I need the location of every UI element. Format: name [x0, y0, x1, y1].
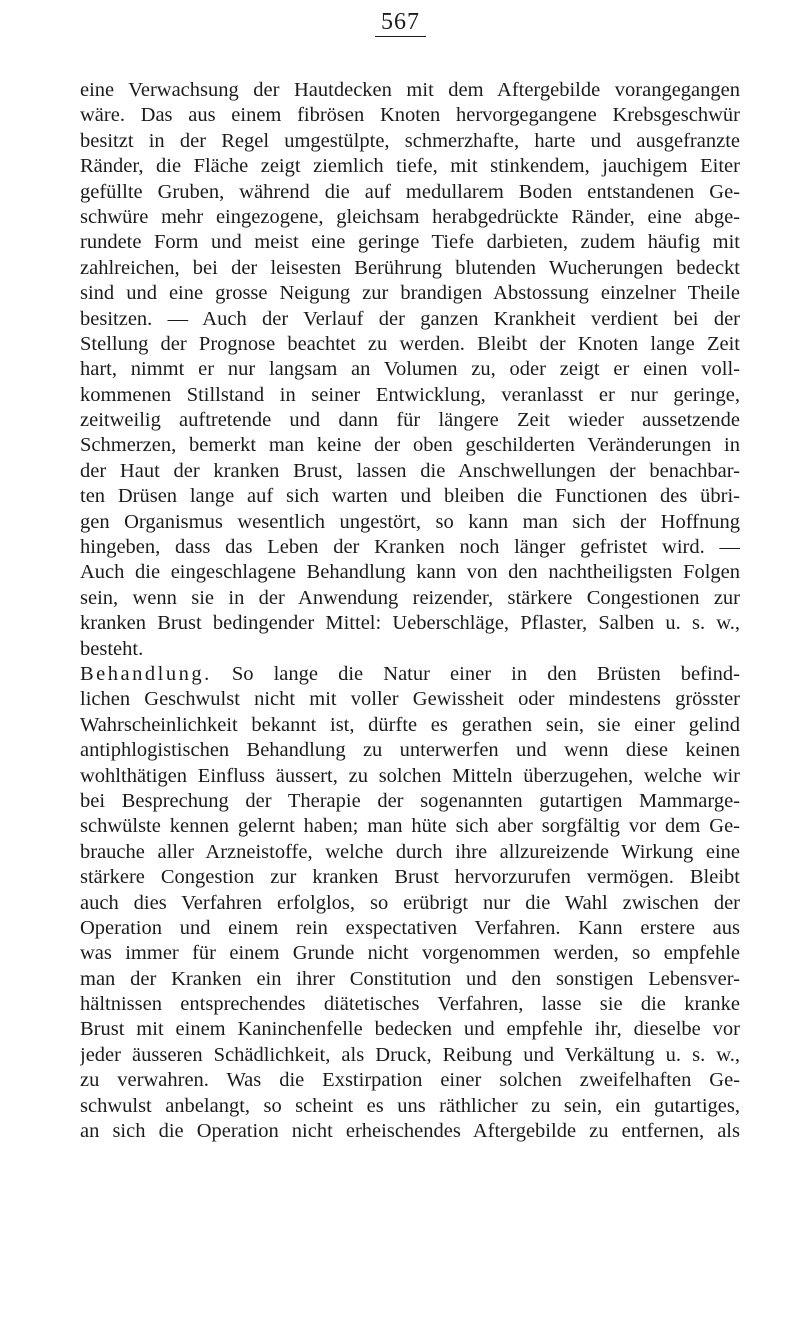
- line-text: bei Besprechung der Therapie der sogenannten gutartigen Mammarge-: [80, 789, 740, 812]
- line-text: Ränder, die Fläche zeigt ziemlich tiefe, mit stinkendem, jauchigem Eiter: [80, 155, 740, 178]
- text-line: [80, 967, 740, 992]
- text-line: [80, 383, 740, 408]
- text-line: [80, 510, 740, 535]
- text-line: [80, 586, 740, 611]
- text-line: [80, 103, 740, 128]
- text-line: [80, 764, 740, 789]
- line-text: sein, wenn sie in der Anwendung reizender, stärkere Congestionen zur: [80, 586, 740, 609]
- text-line: [80, 78, 740, 103]
- line-text: Schmerzen, bemerkt man keine der oben geschilderten Veränderungen in: [80, 434, 740, 457]
- text-line: [80, 180, 740, 205]
- text-line: [80, 1094, 740, 1119]
- text-line: [80, 789, 740, 814]
- text-line: [80, 307, 740, 332]
- text-line: [80, 408, 740, 433]
- line-text: wäre. Das aus einem fibrösen Knoten hervorgegangene Krebsgeschwür: [80, 104, 740, 127]
- line-text: hart, nimmt er nur langsam an Volumen zu, oder zeigt er einen voll-: [80, 358, 740, 381]
- line-text: Auch die eingeschlagene Behandlung kann von den nachtheiligsten Folgen: [80, 561, 740, 584]
- line-text: Wahrscheinlichkeit bekannt ist, dürfte es gerathen sein, sie einer gelind: [80, 713, 740, 736]
- line-text: gen Organismus wesentlich ungestört, so kann man sich der Hoffnung: [80, 510, 740, 533]
- line-text: besitzen. — Auch der Verlauf der ganzen Krankheit verdient bei der: [80, 307, 740, 330]
- text-line: [80, 916, 740, 941]
- line-text: schwülste kennen gelernt haben; man hüte sich aber sorgfältig vor dem Ge-: [80, 815, 740, 838]
- body-text: [80, 78, 740, 1144]
- line-text: sind und eine grosse Neigung zur brandigen Abstossung einzelner Theile: [80, 282, 740, 305]
- line-text: Stellung der Prognose beachtet zu werden. Bleibt der Knoten lange Zeit: [80, 332, 740, 355]
- text-line: [80, 662, 740, 687]
- line-text: besteht.: [80, 637, 144, 660]
- line-text: kranken Brust bedingender Mittel: Ueberschläge, Pflaster, Salben u. s. w.,: [80, 612, 740, 635]
- line-text: man der Kranken ein ihrer Constitution und den sonstigen Lebensver-: [80, 967, 740, 990]
- line-text: was immer für einem Grunde nicht vorgenommen werden, so empfehle: [80, 942, 740, 965]
- text-line: [80, 484, 740, 509]
- line-text: Operation und einem rein exspectativen Verfahren. Kann erstere aus: [80, 916, 740, 939]
- text-line: [80, 332, 740, 357]
- line-text: zeitweilig auftretende und dann für längere Zeit wieder aussetzende: [80, 409, 740, 432]
- section-heading: Behandlung.: [80, 662, 212, 685]
- text-line: [80, 941, 740, 966]
- text-line: [80, 1017, 740, 1042]
- line-text: schwulst anbelangt, so scheint es uns räthlicher zu sein, ein gutartiges,: [80, 1094, 740, 1117]
- line-text: besitzt in der Regel umgestülpte, schmerzhafte, harte und ausgefranzte: [80, 129, 740, 152]
- text-line: [80, 154, 740, 179]
- line-text: zahlreichen, bei der leisesten Berührung blutenden Wucherungen bedeckt: [80, 256, 740, 279]
- line-text: eine Verwachsung der Hautdecken mit dem Aftergebilde vorangegangen: [80, 79, 740, 101]
- line-text: jeder äusseren Schädlichkeit, als Druck, Reibung und Verkältung u. s. w.,: [80, 1043, 740, 1066]
- text-line: [80, 992, 740, 1017]
- line-text: an sich die Operation nicht erheischendes Aftergebilde zu entfernen, als: [80, 1120, 740, 1143]
- text-line: [80, 1068, 740, 1093]
- line-text: kommenen Stillstand in seiner Entwicklung, veranlasst er nur geringe,: [80, 383, 740, 406]
- text-line: [80, 1119, 740, 1144]
- text-line: [80, 840, 740, 865]
- line-text: stärkere Congestion zur kranken Brust hervorzurufen vermögen. Bleibt: [80, 866, 740, 889]
- text-line: [80, 357, 740, 382]
- text-line: [80, 687, 740, 712]
- text-line: [80, 560, 740, 585]
- text-line: [80, 433, 740, 458]
- line-text: hingeben, dass das Leben der Kranken noch länger gefristet wird. —: [80, 536, 740, 559]
- page-number-text: 567: [375, 9, 426, 37]
- page-number: [0, 9, 801, 37]
- line-text: ten Drüsen lange auf sich warten und bleiben die Functionen des übri-: [80, 485, 740, 508]
- text-line: [80, 738, 740, 763]
- text-line: [80, 1043, 740, 1068]
- line-text: lichen Geschwulst nicht mit voller Gewissheit oder mindestens grösster: [80, 688, 740, 711]
- text-line: [80, 459, 740, 484]
- text-line: [80, 814, 740, 839]
- text-line: [80, 611, 740, 636]
- line-text: gefüllte Gruben, während die auf medullarem Boden entstandenen Ge-: [80, 180, 740, 203]
- line-text: der Haut der kranken Brust, lassen die Anschwellungen der benachbar-: [80, 459, 740, 482]
- line-text: zu verwahren. Was die Exstirpation einer solchen zweifelhaften Ge-: [80, 1069, 740, 1092]
- line-text: auch dies Verfahren erfolglos, so erübrigt nur die Wahl zwischen der: [80, 891, 740, 914]
- line-text: hältnissen entsprechendes diätetisches Verfahren, lasse sie die kranke: [80, 993, 740, 1016]
- text-line: [80, 865, 740, 890]
- line-text: wohlthätigen Einfluss äussert, zu solchen Mitteln überzugehen, welche wir: [80, 764, 740, 787]
- text-line: [80, 637, 740, 662]
- line-text: schwüre mehr eingezogene, gleichsam herabgedrückte Ränder, eine abge-: [80, 205, 740, 228]
- line-text: rundete Form und meist eine geringe Tiefe darbieten, zudem häufig mit: [80, 231, 740, 254]
- text-line: [80, 281, 740, 306]
- line-text: So lange die Natur einer in den Brüsten befind-: [231, 662, 740, 685]
- text-line: [80, 205, 740, 230]
- line-text: brauche aller Arzneistoffe, welche durch ihre allzureizende Wirkung eine: [80, 840, 740, 863]
- text-line: [80, 535, 740, 560]
- text-line: [80, 129, 740, 154]
- text-line: [80, 256, 740, 281]
- text-line: [80, 891, 740, 916]
- line-text: antiphlogistischen Behandlung zu unterwerfen und wenn diese keinen: [80, 739, 740, 762]
- text-line: [80, 713, 740, 738]
- text-line: [80, 230, 740, 255]
- line-text: Brust mit einem Kaninchenfelle bedecken und empfehle ihr, dieselbe vor: [80, 1018, 740, 1041]
